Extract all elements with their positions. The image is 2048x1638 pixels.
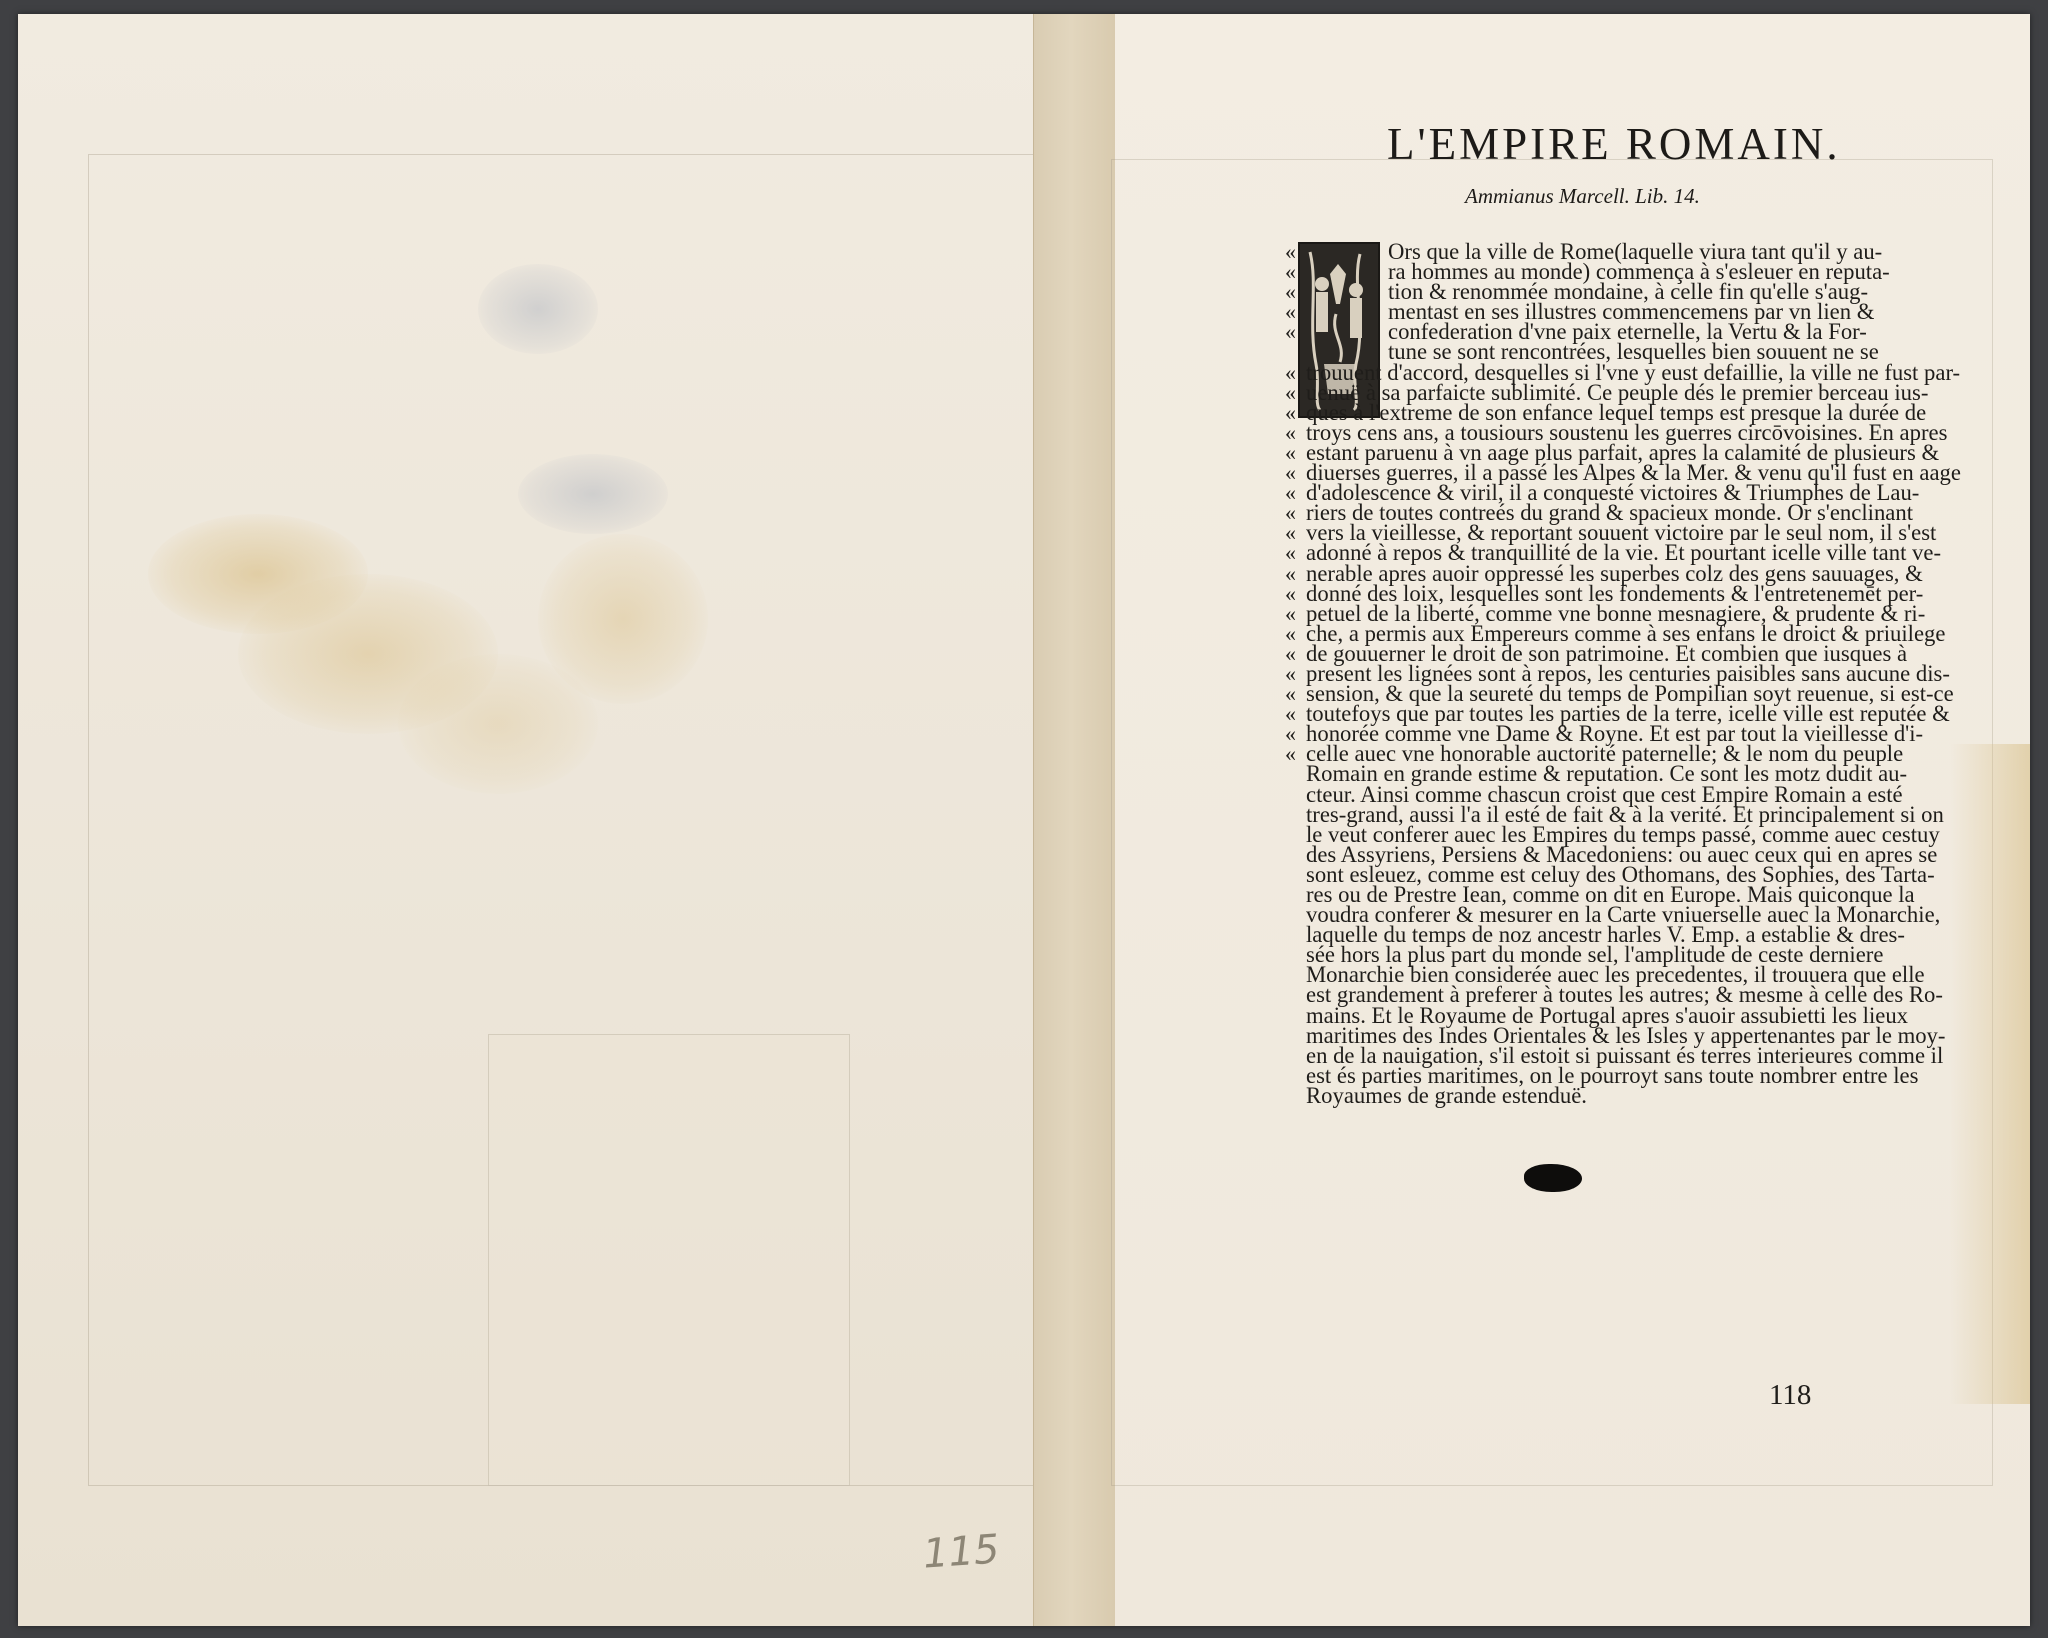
text-line: sée hors la plus part du monde sel, l'amplitude de ceste derniere: [1306, 942, 1884, 968]
margin-mark: «: [1285, 600, 1296, 626]
text-line: celle auec vne honorable auctorité paternelle; & le nom du peuple: [1306, 741, 1904, 767]
margin-mark: «: [1285, 580, 1296, 606]
text-line: present les lignées sont à repos, les centuries paisibles sans aucune dis-: [1306, 660, 1950, 686]
margin-mark: «: [1285, 500, 1296, 526]
blue-stain: [478, 264, 598, 354]
text-line: toutefoys que par toutes les parties de la terre, icelle ville est reputée &: [1306, 701, 1950, 727]
text-line: donné des loix, lesquelles sont les fondements & l'entretenemēt per-: [1306, 580, 1924, 606]
margin-mark: «: [1285, 279, 1296, 305]
margin-mark: «: [1285, 560, 1296, 586]
text-line: d'adolescence & viril, il a conquesté victoires & Triumphes de Lau-: [1306, 480, 1920, 506]
margin-mark: «: [1285, 239, 1296, 264]
text-line: cteur. Ainsi comme chascun croist que cest Empire Romain a esté: [1306, 781, 1903, 807]
text-line: Monarchie bien considerée auec les precedentes, il trouuera que elle: [1306, 962, 1925, 988]
page-number: 118: [1769, 1379, 1812, 1411]
text-line: ques à l'extreme de son enfance lequel temps est presque la durée de: [1306, 399, 1927, 425]
body-text: [1306, 239, 2046, 1108]
text-line: petuel de la liberté, comme vne bonne mesnagiere, & prudente & ri-: [1306, 600, 1926, 626]
text-line: mentast en ses illustres commencemens par vn lien &: [1388, 299, 1875, 325]
text-line: est és parties maritimes, on le pourroyt sans toute nombrer entre les: [1306, 1062, 1919, 1088]
margin-mark: «: [1285, 620, 1296, 646]
paper-patch: [488, 1034, 850, 1486]
text-line: tion & renommée mondaine, à celle fin qu'elle s'aug-: [1388, 279, 1869, 305]
text-line: sension, & que la seureté du temps de Pompilian soyt reuenue, si est-ce: [1306, 681, 1954, 707]
text-line: diuerses guerres, il a passé les Alpes & la Mer. & venu qu'il fust en aage: [1306, 460, 1961, 486]
margin-mark: «: [1285, 299, 1296, 325]
foxing-stain: [398, 654, 598, 794]
margin-mark: «: [1285, 540, 1296, 566]
text-line: de gouuerner le droit de son patrimoine. Et combien que iusques à: [1306, 640, 1908, 666]
text-line: riers de toutes contreés du grand & spacieux monde. Or s'enclinant: [1306, 500, 1914, 526]
margin-mark: «: [1285, 640, 1296, 666]
text-line: voudra conferer & mesurer en la Carte vniuerselle auec la Monarchie,: [1306, 902, 1941, 928]
margin-mark: «: [1285, 259, 1296, 285]
text-line: honorée comme vne Dame & Royne. Et est par tout la vieillesse d'i-: [1306, 721, 1924, 747]
text-line: res ou de Prestre Iean, comme on dit en Europe. Mais quiconque la: [1306, 882, 1915, 907]
text-line: Royaumes de grande estenduë.: [1306, 1082, 1587, 1108]
text-line: le veut conferer auec les Empires du temps passé, comme auec cestuy: [1306, 821, 1940, 847]
text-line: ra hommes au monde) commença à s'esleuer en reputa-: [1388, 259, 1890, 285]
text-line: maritimes des Indes Orientales & les Isles y appertenantes par le moy-: [1306, 1022, 1946, 1048]
text-line: en de la nauigation, s'il estoit si puissant és terres interieures comme il: [1306, 1042, 1944, 1068]
margin-mark: «: [1285, 319, 1296, 345]
text-line: Ors que la ville de Rome(laquelle viura tant qu'il y au-: [1388, 239, 1883, 264]
text-line: uenuë à sa parfaicte sublimité. Ce peuple dés le premier berceau ius-: [1306, 379, 1929, 405]
text-line: sont esleuez, comme est celuy des Othomans, des Sophies, des Tarta-: [1306, 861, 1935, 887]
ink-blot: [1524, 1164, 1582, 1192]
left-page-verso: [18, 14, 1058, 1626]
margin-mark: «: [1285, 439, 1296, 465]
text-line: est grandement à preferer à toutes les autres; & mesme à celle des Ro-: [1306, 982, 1943, 1008]
margin-mark: «: [1285, 721, 1296, 747]
margin-mark: «: [1285, 460, 1296, 486]
text-line: nerable apres auoir oppressé les superbes colz des gens sauuages, &: [1306, 560, 1923, 586]
margin-mark: «: [1285, 359, 1296, 385]
margin-mark: «: [1285, 379, 1296, 405]
text-line: tune se sont rencontrées, lesquelles bien souuent ne se: [1388, 339, 1879, 365]
text-line: estant paruenu à vn aage plus parfait, apres la calamité de plusieurs &: [1306, 439, 1940, 465]
page-subtitle: Ammianus Marcell. Lib. 14.: [1465, 184, 1700, 208]
text-line: mains. Et le Royaume de Portugal apres s'auoir assubietti les lieux: [1306, 1002, 1909, 1028]
text-line: vers la vieillesse, & reportant souuent victoire par le seul nom, il s'est: [1306, 520, 1937, 546]
margin-mark: «: [1285, 681, 1296, 707]
text-line: trouuent d'accord, desquelles si l'vne y eust defaillie, la ville ne fust par-: [1306, 359, 1961, 385]
margin-mark: «: [1285, 399, 1296, 425]
text-line: laquelle du temps de noz ancestr harles V. Emp. a establie & dres-: [1306, 922, 1905, 948]
margin-mark: «: [1285, 701, 1296, 727]
margin-mark: «: [1285, 741, 1296, 767]
text-line: Romain en grande estime & reputation. Ce sont les motz dudit au-: [1306, 761, 1908, 787]
blue-stain: [518, 454, 668, 534]
text-line: des Assyriens, Persiens & Macedoniens: ou auec ceux qui en apres se: [1306, 841, 1938, 867]
margin-mark: «: [1285, 419, 1296, 445]
margin-mark: «: [1285, 520, 1296, 546]
binding-guard-strip: [1033, 14, 1117, 1626]
text-line: confederation d'vne paix eternelle, la Vertu & la For-: [1388, 319, 1867, 345]
page-title: L'EMPIRE ROMAIN.: [1387, 119, 1841, 169]
text-line: che, a permis aux Empereurs comme à ses enfans le droict & priuilege: [1306, 620, 1946, 646]
text-line: adonné à repos & tranquillité de la vie. Et pourtant icelle ville tant ve-: [1306, 540, 1942, 566]
text-line: tres-grand, aussi l'a il esté de fait & à la verité. Et principalement si on: [1306, 801, 1944, 827]
pencil-page-number: 115: [921, 1526, 1001, 1578]
scanned-sheet: [18, 14, 2030, 1626]
right-page-text: [1115, 14, 2030, 1626]
text-line: troys cens ans, a tousiours soustenu les guerres circōvoisines. En apres: [1306, 419, 1948, 445]
margin-mark: «: [1285, 480, 1296, 506]
margin-mark: «: [1285, 660, 1296, 686]
